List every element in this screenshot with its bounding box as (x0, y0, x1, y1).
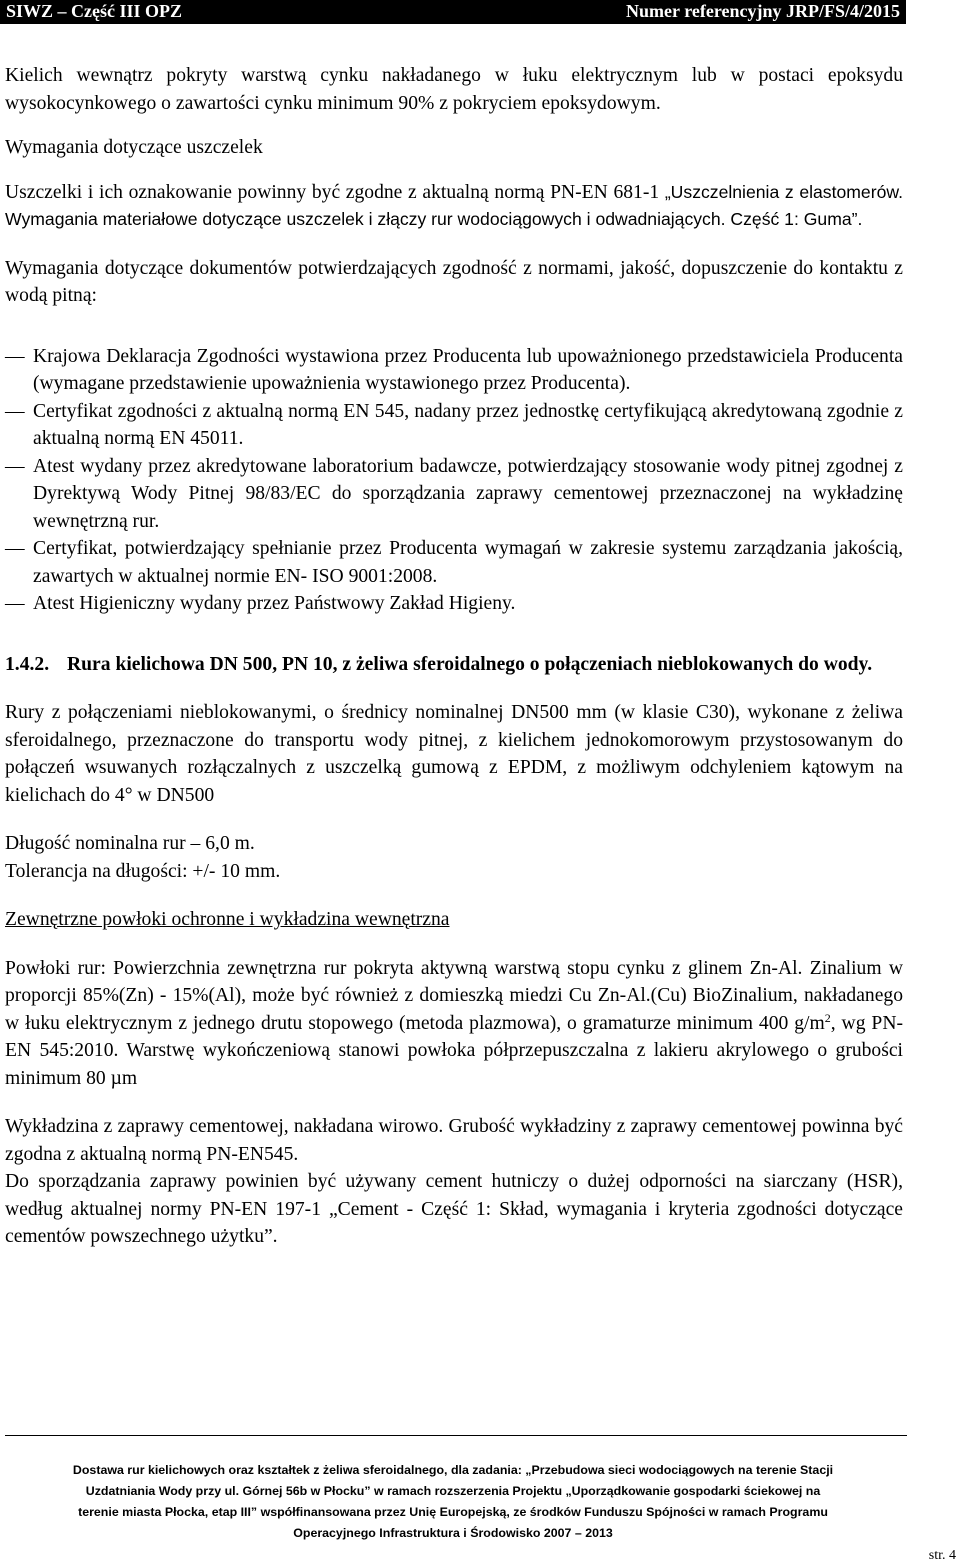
footer-line: Operacyjnego Infrastruktura i Środowisko 2007 – 2013 (293, 1526, 613, 1540)
paragraph-rury: Rury z połączeniami nieblokowanymi, o średnicy nominalnej DN500 mm (w klasie C30), wykonane z żeliwa sferoidalnego, przeznaczone do transportu wody pitnej, z kielichem jednokomorowym przystosowanym do połączeń wsuwanych rozłączalnych z uszczelką gumową z EPDM, z możliwym odchyleniem kątowym na kielichach do 4° w DN500 (5, 702, 903, 806)
footer-line: Dostawa rur kielichowych oraz kształtek z żeliwa sferoidalnego, dla zadania: „Przebudowa sieci wodociągowych na terenie Stacji (72, 1463, 834, 1477)
footer-divider (5, 1435, 907, 1436)
page-header (0, 0, 906, 24)
document-body (5, 62, 903, 1251)
page-footer (0, 1460, 906, 1544)
list-item: — Certyfikat zgodności z aktualną normą EN 545, nadany przez jednostkę certyfikującą akredytowaną zgodnie z aktualną normą EN 45011. (5, 398, 903, 453)
list-item: — Atest wydany przez akredytowane laboratorium badawcze, potwierdzający stosowanie wody pitnej zgodnej z Dyrektywą Wody Pitnej 98/83/EC do sporządzania zaprawy cementowej przeznaczonej na wykładzinę wewnętrzną rur. (5, 453, 903, 536)
dash-bullet-icon: — (5, 593, 25, 614)
documents-list (5, 343, 903, 618)
header-document-title: SIWZ – Część III OPZ (6, 1, 183, 21)
paragraph-kielich: Kielich wewnątrz pokryty warstwą cynku nakładanego w łuku elektrycznym lub w postaci epoksydu wysokocynkowego o zawartości cynku minimum 90% z pokryciem epoksydowym. (5, 65, 903, 114)
dash-bullet-icon: — (5, 400, 25, 422)
paragraph-powloki: Powłoki rur: Powierzchnia zewnętrzna rur pokryta aktywną warstwą stopu cynku z glinem Zn-Al. Zinalium w proporcji 85%(Zn) - 15%(Al), może być również z domieszką miedzi Cu Zn-Al.(Cu) BioZinalium, nakładanego w łuku elektrycznym z jednego drutu stopowego (metoda plazmowa), o gramaturze minimum 400 $g/m^2$, wg PN-EN 545:2010. Warstwę wykończeniową stanowi powłoka półprzepuszczalna z lakieru akrylowego o grubości minimum 80 µm (5, 957, 903, 1089)
subheading-dokumenty: Wymagania dotyczące dokumentów potwierdzających zgodność z normami, jakość, dopuszczenie do kontaktu z wodą pitną: (5, 257, 903, 306)
paragraph-uszczelki (5, 179, 903, 234)
dash-bullet-icon: — (5, 538, 25, 559)
list-item: — Krajowa Deklaracja Zgodności wystawiona przez Producenta lub upoważnionego przedstawiciela Producenta (wymagane przedstawienie upoważnienia wystawionego przez Producenta). (5, 343, 903, 398)
footer-line: Uzdatniania Wody przy ul. Górnej 56b w Płocku” w ramach rozszerzenia Projektu „Uporządkowanie gospodarki ściekowej na (85, 1484, 821, 1498)
list-item: — Atest Higieniczny wydany przez Państwowy Zakład Higieny. (5, 590, 903, 618)
section-number: 1.4.2. (5, 653, 50, 675)
subheading-uszczelki: Wymagania dotyczące uszczelek (5, 137, 263, 158)
section-title: Rura kielichowa DN 500, PN 10, z żeliwa sferoidalnego o połączeniach nieblokowanych do wody. (67, 653, 873, 675)
paragraph-uszczelki-serif: Uszczelki i ich oznakowanie powinny być zgodne z aktualną normą PN-EN 681-1 (5, 181, 660, 203)
subheading-powloki: Zewnętrzne powłoki ochronne i wykładzina wewnętrzna (5, 909, 450, 930)
footer-line: terenie miasta Płocka, etap III” współfinansowana przez Unię Europejską, ze środków Funduszu Spójności w ramach Programu (78, 1505, 828, 1519)
dash-bullet-icon: — (5, 345, 25, 367)
paragraph-tolerancja: Tolerancja na długości: +/- 10 mm. (5, 860, 281, 882)
paragraph-uszczelki-standard-title: „Uszczelnienia z elastomerów. Wymagania materiałowe dotyczące uszczelek i złączy rur wodociągowych i odwadniających. Część 1: Guma”. (5, 181, 903, 229)
paragraph-dlugosc: Długość nominalna rur – 6,0 m. (5, 833, 255, 854)
paragraph-wykladzina: Wykładzina z zaprawy cementowej, nakładana wirowo. Grubość wykładziny z zaprawy cementowej powinna być zgodna z aktualną normą PN-EN545. (5, 1116, 903, 1165)
superscript-2: 2 (824, 1010, 831, 1025)
dash-bullet-icon: — (5, 455, 25, 477)
page-number: str. 4 (928, 1548, 956, 1563)
list-item: — Certyfikat, potwierdzający spełnianie przez Producenta wymagań w zakresie systemu zarządzania jakością, zawartych w aktualnej normie EN- ISO 9001:2008. (5, 535, 903, 590)
paragraph-cement: Do sporządzania zaprawy powinien być używany cement hutniczy o dużej odporności na siarczany (HSR), według aktualnej normy PN-EN 197-1 „Cement - Część 1: Skład, wymagania i kryteria zgodności dotyczące cementów powszechnego użytku”. (5, 1171, 903, 1247)
header-reference-number: Numer referencyjny JRP/FS/4/2015 (626, 1, 900, 21)
section-heading (5, 651, 903, 679)
